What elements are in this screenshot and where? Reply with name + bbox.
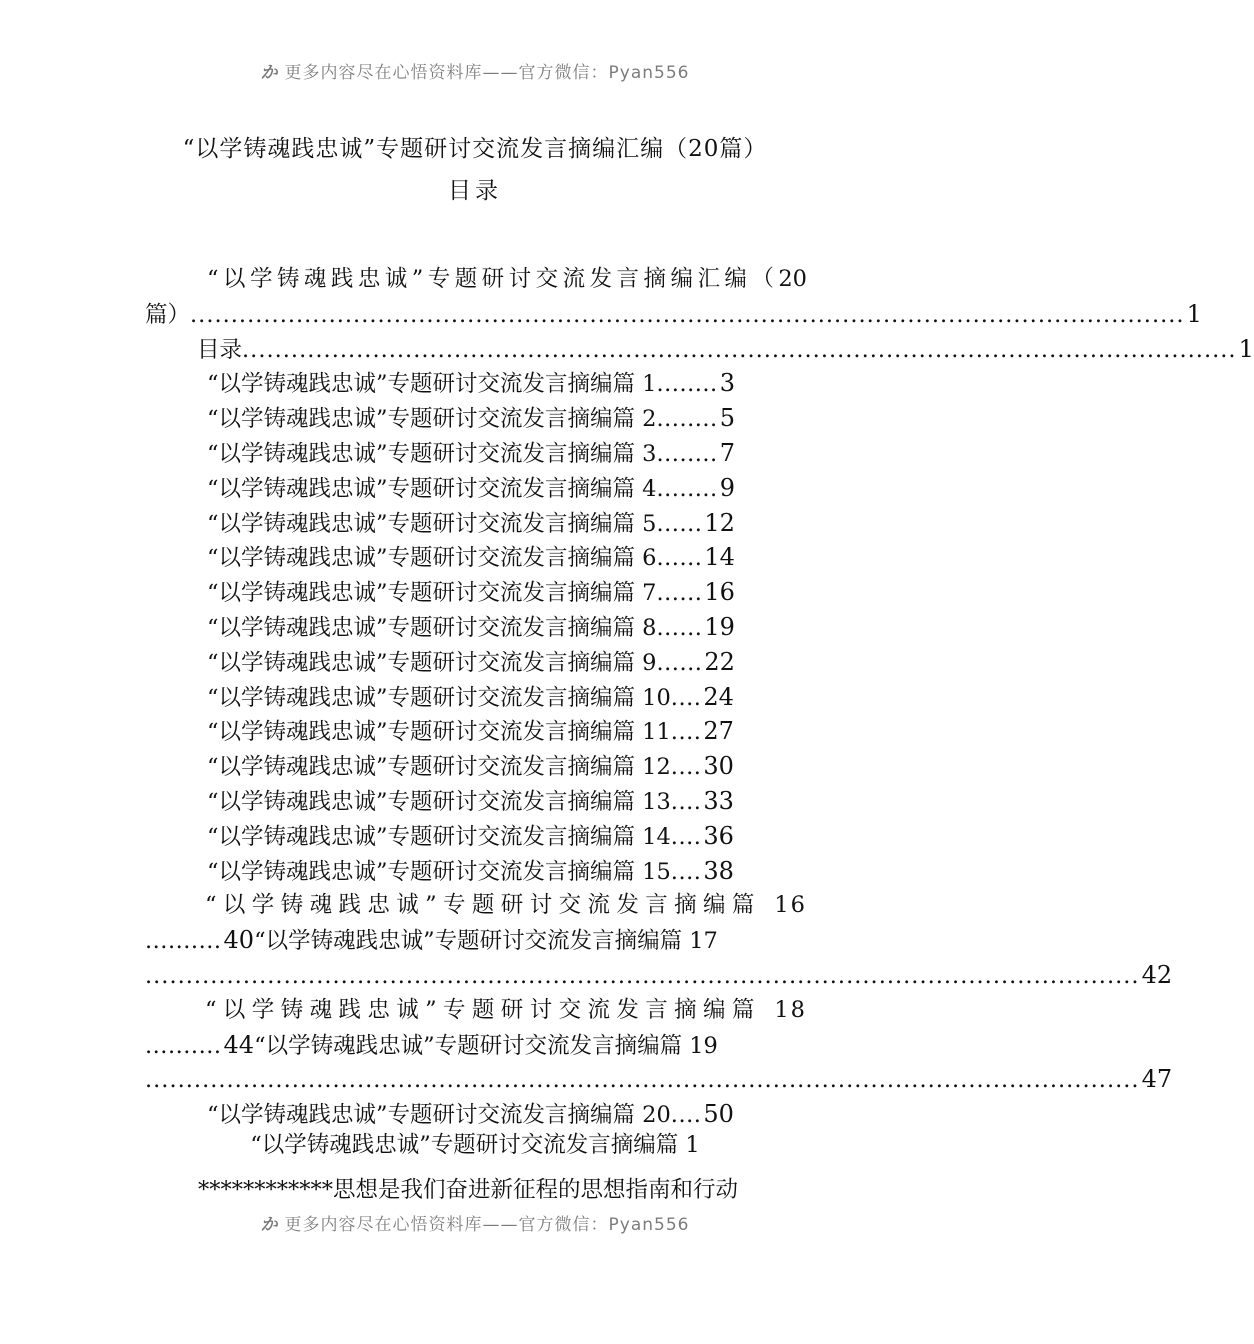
toc-entry-9[interactable] — [145, 645, 807, 680]
toc-leader-dots: .... — [670, 754, 702, 781]
toc-entry-main-label: “以学铸魂践忠诚”专题研讨交流发言摘编汇编（20 — [207, 266, 807, 292]
toc-entry-13[interactable] — [145, 784, 807, 819]
toc-entry-label: “以学铸魂践忠诚”专题研讨交流发言摘编篇 11 — [207, 719, 671, 746]
toc-page-number: 12 — [704, 508, 735, 537]
watermark-logo-icon: か — [260, 63, 279, 83]
watermark-logo-icon: か — [260, 1215, 279, 1235]
toc-page-number: 30 — [703, 752, 734, 781]
toc-leader-dots: ........ — [656, 406, 718, 433]
toc-page-number: 24 — [703, 682, 734, 711]
toc-page-number: 1 — [1238, 334, 1254, 363]
toc-entry-18-label: “以学铸魂践忠诚”专题研讨交流发言摘编篇 18 — [205, 996, 807, 1023]
toc-page-number: 27 — [703, 717, 734, 746]
toc-leader-dots: .......................................................................................................................... — [190, 301, 1185, 328]
toc-entry-19-label: “以学铸魂践忠诚”专题研讨交流发言摘编篇 19 — [254, 1032, 718, 1059]
toc-entry-3[interactable] — [145, 436, 807, 471]
watermark-top — [0, 58, 950, 83]
toc-leader-dots: .... — [670, 684, 702, 711]
toc-leader-dots: ...... — [656, 649, 703, 676]
toc-entry-11[interactable] — [145, 714, 807, 749]
toc-page-number: 22 — [704, 647, 735, 676]
toc-entry-4[interactable] — [145, 471, 807, 506]
toc-entry-16-page: 40 — [223, 926, 255, 955]
toc-entry-18-page: 44 — [223, 1030, 255, 1059]
toc-entry-20-label: “以学铸魂践忠诚”专题研讨交流发言摘编篇 20 — [207, 1102, 671, 1129]
toc-entry-8[interactable] — [145, 610, 807, 645]
toc-page-number: 19 — [704, 612, 735, 641]
toc-entry-7[interactable] — [145, 575, 807, 610]
toc-page-number: 36 — [703, 821, 734, 850]
section-heading: “以学铸魂践忠诚”专题研讨交流发言摘编篇 1 — [250, 1132, 700, 1158]
watermark-bottom — [0, 1210, 950, 1235]
toc-entry-label: “以学铸魂践忠诚”专题研讨交流发言摘编篇 13 — [207, 788, 671, 815]
toc-entry-label: “以学铸魂践忠诚”专题研讨交流发言摘编篇 2 — [207, 406, 657, 433]
toc-entry-label: “以学铸魂践忠诚”专题研讨交流发言摘编篇 14 — [207, 823, 671, 850]
toc-entry-5[interactable] — [145, 506, 807, 541]
toc-entry-label: “以学铸魂践忠诚”专题研讨交流发言摘编篇 9 — [207, 649, 657, 676]
toc-entry-label: “以学铸魂践忠诚”专题研讨交流发言摘编篇 6 — [207, 545, 657, 572]
toc-entry-17-label: “以学铸魂践忠诚”专题研讨交流发言摘编篇 17 — [254, 928, 718, 955]
toc-entry-18-line2[interactable] — [145, 1028, 807, 1063]
toc-entry-2[interactable] — [145, 401, 807, 436]
toc-leader-dots: .......................................................................................................................... — [145, 1067, 1140, 1094]
toc-leader-dots: ...... — [656, 614, 703, 641]
toc-entry-1[interactable] — [145, 366, 807, 401]
document-subtitle: 目录 — [448, 178, 502, 204]
toc-leader-dots: ........ — [656, 371, 718, 398]
toc-entry-19-page: 47 — [1141, 1065, 1173, 1094]
toc-entry-16-line2[interactable] — [145, 923, 807, 958]
toc-entry-18-line1[interactable] — [145, 993, 807, 1028]
toc-leader-dots: .... — [670, 719, 702, 746]
toc-entry-12[interactable] — [145, 749, 807, 784]
document-title: “以学铸魂践忠诚”专题研讨交流发言摘编汇编（20篇） — [182, 136, 768, 162]
toc-entry-label: “以学铸魂践忠诚”专题研讨交流发言摘编篇 1 — [207, 371, 657, 398]
table-of-contents — [145, 262, 1254, 1132]
toc-page-number: 9 — [719, 473, 735, 502]
toc-leader-dots: .... — [670, 823, 702, 850]
toc-entry-label: “以学铸魂践忠诚”专题研讨交流发言摘编篇 3 — [207, 440, 657, 467]
toc-leader-dots: .... — [670, 858, 702, 885]
toc-entry-20-page: 50 — [703, 1100, 734, 1129]
toc-entry-contents[interactable] — [145, 332, 1254, 367]
toc-entry-label: “以学铸魂践忠诚”专题研讨交流发言摘编篇 4 — [207, 475, 657, 502]
toc-page-number: 38 — [703, 856, 734, 885]
toc-page-number: 3 — [719, 369, 735, 398]
toc-entry-10[interactable] — [145, 680, 807, 715]
toc-entry-label: “以学铸魂践忠诚”专题研讨交流发言摘编篇 8 — [207, 614, 657, 641]
toc-leader-dots: .... — [670, 1102, 702, 1129]
body-paragraph-line: ************思想是我们奋进新征程的思想指南和行动 — [198, 1177, 739, 1203]
toc-entry-main-line1[interactable] — [145, 262, 807, 297]
toc-entry-contents-label: 目录 — [197, 336, 243, 363]
toc-page-number: 14 — [704, 543, 735, 572]
toc-leader-dots: ........ — [656, 440, 718, 467]
toc-leader-dots: ...... — [656, 580, 703, 607]
toc-entry-6[interactable] — [145, 540, 807, 575]
toc-leader-dots: .......................................................................................................................... — [145, 962, 1140, 989]
toc-page-number: 5 — [719, 404, 735, 433]
toc-entry-label: “以学铸魂践忠诚”专题研讨交流发言摘编篇 5 — [207, 510, 657, 537]
toc-page-number: 16 — [704, 578, 735, 607]
toc-entry-main-label-cont: 篇） — [145, 301, 191, 328]
toc-entry-16-label: “以学铸魂践忠诚”专题研讨交流发言摘编篇 16 — [205, 892, 807, 919]
toc-entry-14[interactable] — [145, 819, 807, 854]
toc-entry-19-line2[interactable] — [145, 1062, 1173, 1097]
toc-leader-dots: .......... — [145, 1032, 222, 1059]
toc-entry-label: “以学铸魂践忠诚”专题研讨交流发言摘编篇 10 — [207, 684, 671, 711]
toc-entry-15[interactable] — [145, 854, 807, 889]
toc-entry-17-line2[interactable] — [145, 958, 1173, 993]
toc-entry-main-line2[interactable] — [145, 297, 1202, 332]
toc-leader-dots: ...... — [656, 510, 703, 537]
toc-entry-label: “以学铸魂践忠诚”专题研讨交流发言摘编篇 7 — [207, 580, 657, 607]
watermark-text: 更多内容尽在心悟资料库——官方微信：Pyan556 — [284, 63, 690, 83]
toc-entry-label: “以学铸魂践忠诚”专题研讨交流发言摘编篇 12 — [207, 754, 671, 781]
toc-leader-dots: .... — [670, 788, 702, 815]
toc-entry-label: “以学铸魂践忠诚”专题研讨交流发言摘编篇 15 — [207, 858, 671, 885]
toc-entry-16-line1[interactable] — [145, 888, 807, 923]
toc-leader-dots: ...... — [656, 545, 703, 572]
toc-page-number: 33 — [703, 786, 734, 815]
watermark-text: 更多内容尽在心悟资料库——官方微信：Pyan556 — [284, 1215, 690, 1235]
toc-leader-dots: .......................................................................................................................... — [242, 336, 1237, 363]
toc-leader-dots: ........ — [656, 475, 718, 502]
toc-page-number: 1 — [1186, 299, 1202, 328]
toc-leader-dots: .......... — [145, 928, 222, 955]
toc-page-number: 7 — [719, 438, 735, 467]
toc-entry-17-page: 42 — [1141, 960, 1173, 989]
